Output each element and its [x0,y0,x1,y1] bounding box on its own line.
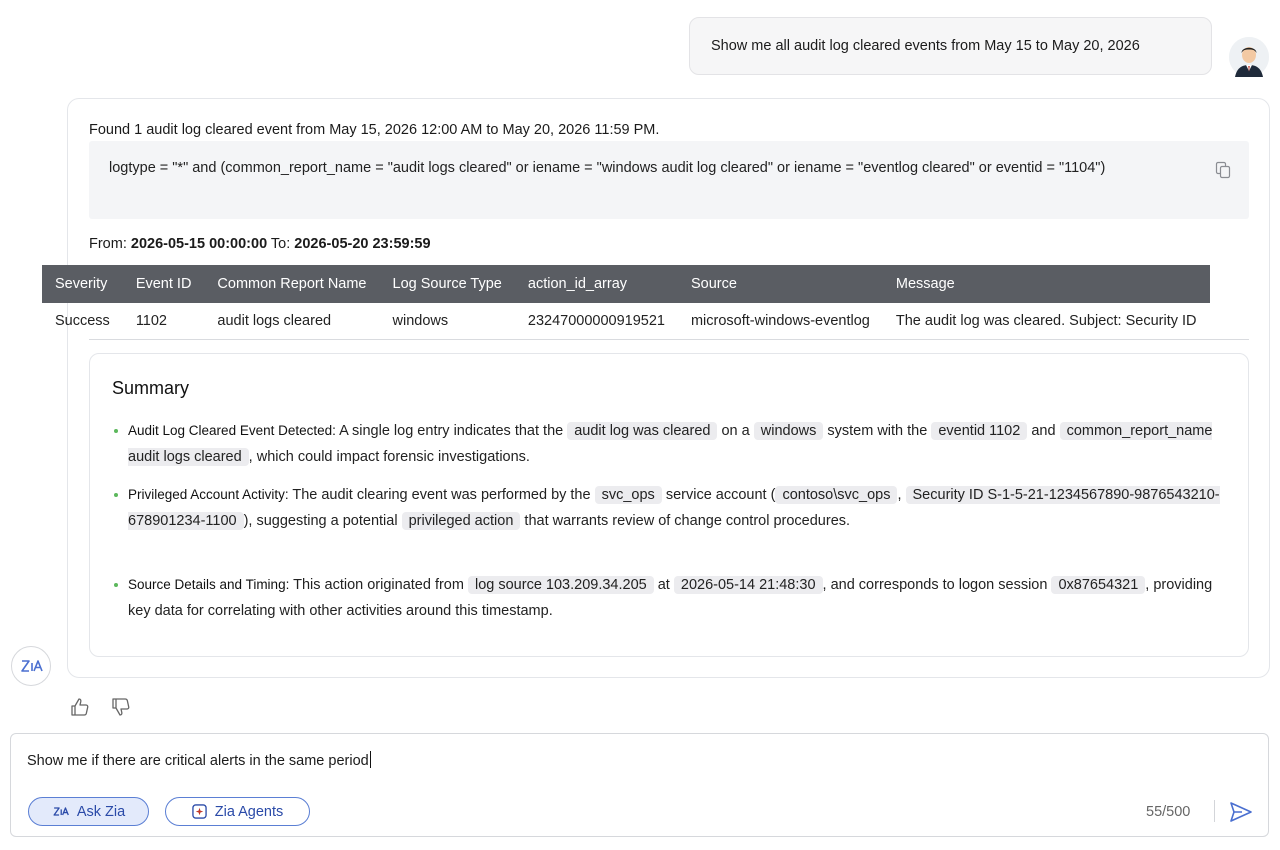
bullet-text: A single log entry indicates that the [335,423,568,439]
bullet-text: , providing key data for correlating with other activities around this timestamp. [128,577,1213,619]
cell-severity: Success [55,313,110,329]
bullet-text: on a [717,423,754,439]
summary-bullet-2 [128,482,1228,534]
to-label: To: [270,236,291,252]
table-row[interactable] [42,303,1210,339]
thumbs-up-icon[interactable] [70,697,90,717]
to-value: 2026-05-20 23:59:59 [294,236,431,252]
character-counter: 55/500 [1146,804,1191,820]
message-input[interactable] [27,751,1127,769]
column-header-severity[interactable]: Severity [42,265,123,303]
time-range [89,236,431,252]
inline-chip: contoso\svc_ops [775,486,897,504]
ask-zia-button[interactable] [28,797,149,826]
bullet-text: that warrants review of change control procedures. [520,513,851,529]
inline-chip: audit log was cleared [567,422,717,440]
bullet-text: The audit clearing event was performed by the [288,487,595,503]
column-header-event-id[interactable]: Event ID [123,265,205,303]
from-value: 2026-05-15 00:00:00 [130,236,268,252]
zia-agents-button[interactable] [165,797,310,826]
bullet-text: , which could impact forensic investigations. [248,449,530,465]
cell-common-report-name: audit logs cleared [217,313,332,329]
ask-zia-label: Ask Zia [76,803,126,820]
user-avatar [1229,37,1269,77]
agents-icon [192,804,207,819]
thumbs-down-icon[interactable] [111,697,131,717]
cell-log-source-type: windows [392,313,449,329]
inline-chip: common_report_name audit logs cleared [128,423,1213,465]
user-message-bubble [689,17,1212,75]
bullet-text: ), suggesting a potential [243,513,402,529]
inline-chip: windows [754,422,824,440]
zia-logo [11,646,51,686]
inline-chip: 2026-05-14 21:48:30 [674,576,823,594]
send-icon[interactable] [1229,800,1253,824]
bullet-text: service account ( [661,487,776,503]
summary-bullet-3 [128,572,1228,624]
bullet-text: , and corresponds to logon session [822,577,1052,593]
bullet-text: , [897,487,906,503]
summary-title: Summary [112,378,190,398]
inline-chip: log source 103.209.34.205 [468,576,654,594]
from-label: From: [89,236,127,252]
cell-action-id-array: 23247000000919521 [527,313,665,329]
bullet-dot [114,583,118,587]
column-header-action-id-array[interactable]: action_id_array [515,265,678,303]
summary-bullet-1 [128,418,1228,470]
copy-icon[interactable] [1215,161,1231,179]
cell-message: The audit log was cleared. Subject: Security ID [895,313,1197,329]
bullet-lead: Privileged Account Activity: [128,487,289,502]
results-table[interactable] [55,265,1249,340]
column-header-log-source-type[interactable]: Log Source Type [380,265,515,303]
query-box [89,141,1249,219]
bullet-text: at [653,577,674,593]
bullet-dot [114,429,118,433]
column-header-message[interactable]: Message [883,265,1210,303]
inline-chip: privileged action [402,512,521,530]
message-composer[interactable] [10,733,1269,837]
bullet-dot [114,493,118,497]
inline-chip: eventid 1102 [931,422,1027,440]
table-header-row [42,265,1210,303]
text-caret [370,751,371,768]
user-avatar-icon [1229,37,1269,77]
bullet-lead: Audit Log Cleared Event Detected: [128,423,336,438]
bullet-lead: Source Details and Timing: [128,577,290,592]
column-header-source[interactable]: Source [678,265,883,303]
cell-event-id: 1102 [135,313,167,329]
column-header-common-report-name[interactable]: Common Report Name [204,265,379,303]
inline-chip: Security ID S-1-5-21-1234567890-9876543210-678901234-1100 [128,487,1220,529]
user-message-text: Show me all audit log cleared events from May 15 to May 20, 2026 [711,38,1140,54]
assistant-answer-card [55,98,1270,678]
zia-agents-label: Zia Agents [214,803,284,820]
cell-source: microsoft-windows-eventlog [690,313,870,329]
zia-logo-icon [19,656,43,676]
bullet-text: This action originated from [289,577,468,593]
message-input-value: Show me if there are critical alerts in the same period [27,753,369,769]
zia-icon [52,804,69,819]
bullet-text: system with the [823,423,932,439]
inline-chip: svc_ops [595,486,662,504]
bullet-text: and [1027,423,1060,439]
result-summary-text: Found 1 audit log cleared event from May 15, 2026 12:00 AM to May 20, 2026 11:59 PM. [89,122,660,138]
summary-box [89,353,1249,657]
divider [1214,800,1215,822]
inline-chip: 0x87654321 [1051,576,1145,594]
query-text: logtype = "*" and (common_report_name = "audit logs cleared" or iename = "windows audit log cleared" or iename = "eventlog cleared" or eventid = "1104") [109,160,1106,176]
